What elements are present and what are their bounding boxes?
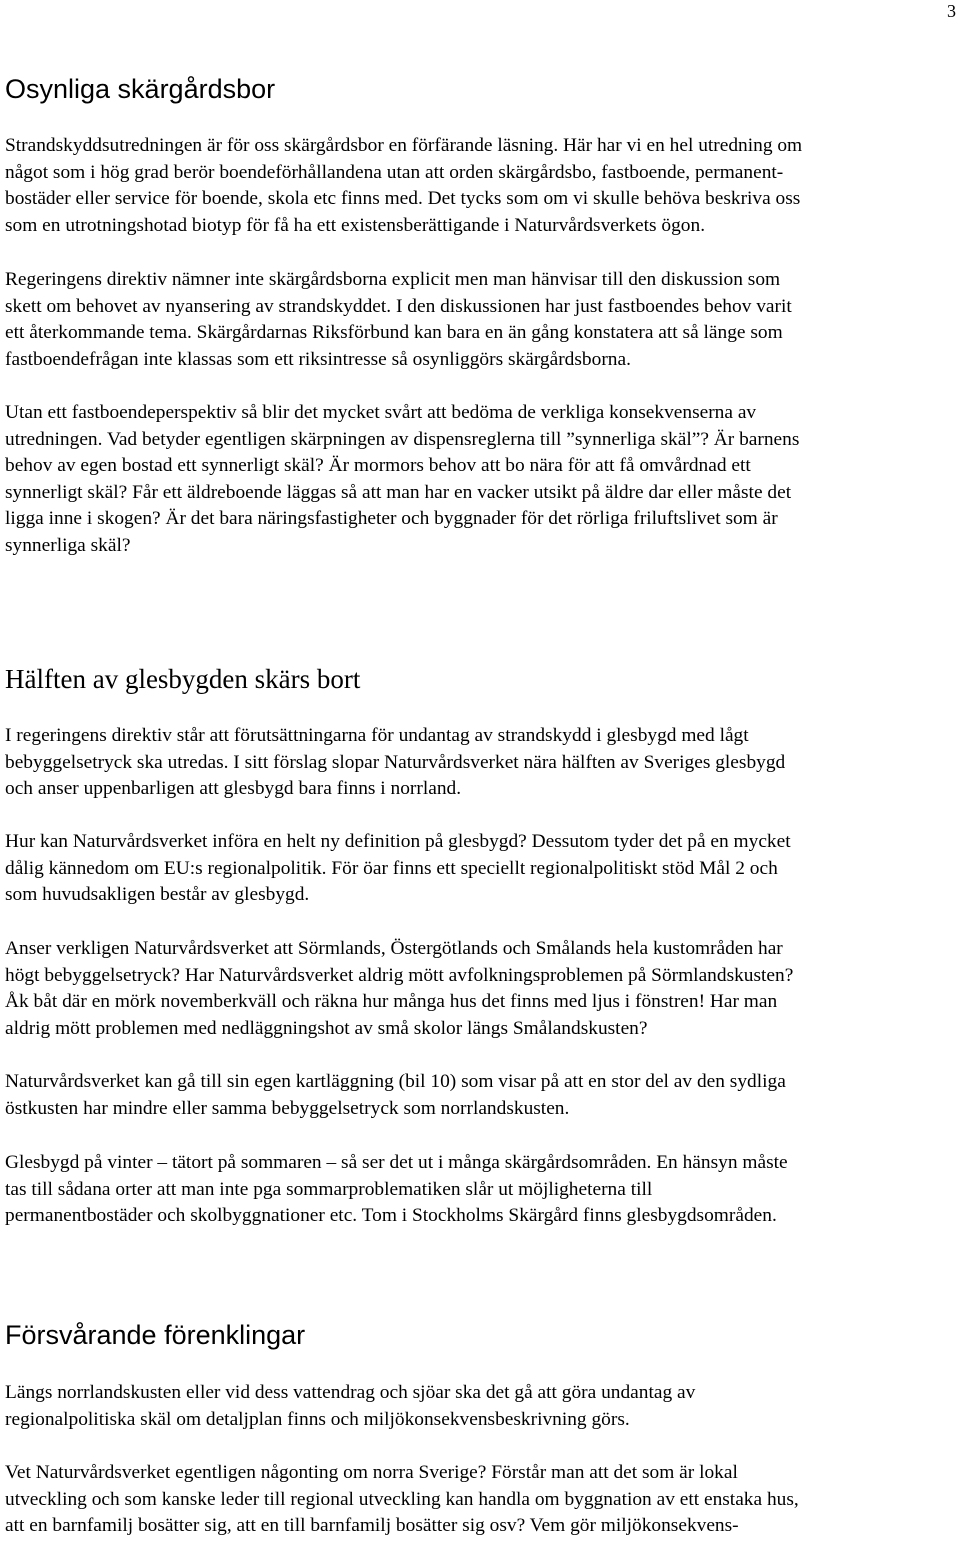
text-line: aldrig mött problemen med nedläggningshot av små skolor längs Smålandskusten? (5, 1017, 648, 1039)
text-line: tas till sådana orter att man inte pga sommarproblematiken slår ut möjligheterna till (5, 1178, 653, 1200)
text-line: att en barnfamilj bosätter sig, att en till barnfamilj bosätter sig osv? Vem gör miljökonsekvens- (5, 1515, 739, 1537)
text-line: skett om behovet av nyansering av strandskyddet. I den diskussionen har just fastboendes behov varit (5, 295, 792, 317)
text-line: dålig kännedom om EU:s regionalpolitik. För öar finns ett speciellt regionalpolitiskt stöd Mål 2 och (5, 857, 778, 879)
text-line: regionalpolitiska skäl om detaljplan finns och miljökonsekvensbeskrivning görs. (5, 1408, 630, 1430)
text-line: östkusten har mindre eller samma bebyggelsetryck som norrlandskusten. (5, 1097, 570, 1119)
section-heading-osynliga: Osynliga skärgårdsbor (5, 74, 276, 104)
text-line: bebyggelsetryck ska utredas. I sitt förslag slopar Naturvårdsverket nära hälften av Sveriges glesbygd (5, 751, 786, 773)
page-number: 3 (947, 1, 956, 21)
text-line: synnerliga skäl? (5, 534, 131, 556)
paragraph (5, 1150, 955, 1230)
text-line: Hur kan Naturvårdsverket införa en helt ny definition på glesbygd? Dessutom tyder det på en mycket (5, 831, 791, 852)
text-line: Vet Naturvårdsverket egentligen någonting om norra Sverige? Förstår man att det som är lokal (5, 1462, 738, 1483)
paragraph (5, 1460, 955, 1540)
text-line: högt bebyggelsetryck? Har Naturvårdsverket aldrig mött avfolkningsproblemen på Sörmlandskusten? (5, 964, 794, 986)
text-line: Glesbygd på vinter – tätort på sommaren – så ser det ut i många skärgårdsområden. En hänsyn måste (5, 1152, 788, 1173)
section-heading-forsvarande: Försvårande förenklingar (5, 1320, 306, 1350)
text-line: och anser uppenbarligen att glesbygd bara finns i norrland. (5, 778, 462, 800)
paragraph (5, 267, 955, 373)
paragraph (5, 1380, 955, 1433)
paragraph (5, 400, 955, 560)
text-line: fastboendefrågan inte klassas som ett riksintresse så osynliggörs skärgårdsborna. (5, 348, 631, 370)
text-line: Anser verkligen Naturvårdsverket att Sörmlands, Östergötlands och Smålands hela kustområden har (5, 938, 783, 959)
text-line: synnerligt skäl? Får ett äldreboende läggas så att man har en vacker utsikt på äldre dar eller måste det (5, 481, 792, 503)
paragraph (5, 936, 955, 1042)
section-heading-halften: Hälften av glesbygden skärs bort (5, 664, 361, 694)
text-line: bostäder eller service för boende, skola etc finns med. Det tycks som om vi skulle behöva beskriva oss (5, 188, 801, 210)
text-line: något som i hög grad berör boendeförhållandena utan att orden skärgårdsbo, fastboende, permanent- (5, 161, 784, 183)
paragraph (5, 133, 955, 239)
text-line: Regeringens direktiv nämner inte skärgårdsborna explicit men man hänvisar till den diskussion som (5, 269, 781, 290)
text-line: Längs norrlandskusten eller vid dess vattendrag och sjöar ska det gå att göra undantag av (5, 1382, 696, 1403)
paragraph (5, 1069, 955, 1122)
text-line: Åk båt där en mörk novemberkväll och räkna hur många hus det finns med ljus i fönstren! Har man (5, 991, 778, 1013)
text-line: behov av egen bostad ett synnerligt skäl? Är mormors behov att bo nära för att få omvårdnad ett (5, 455, 751, 477)
text-line: ett återkommande tema. Skärgårdarnas Riksförbund kan bara en än gång konstatera att så länge som (5, 322, 783, 344)
text-line: I regeringens direktiv står att förutsättningarna för undantag av strandskydd i glesbygd med lågt (5, 725, 749, 746)
text-line: utveckling och som kanske leder till regional utveckling kan handla om byggnation av ett enstaka hus, (5, 1488, 799, 1510)
text-line: utredningen. Vad betyder egentligen skärpningen av dispensreglerna till ”synnerliga skäl”? Är barnens (5, 428, 800, 450)
text-line: permanentbostäder och skolbyggnationer etc. Tom i Stockholms Skärgård finns glesbygdsområden. (5, 1205, 777, 1227)
text-line: Strandskyddsutredningen är för oss skärgårdsbor en förfärande läsning. Här har vi en hel utredning om (5, 135, 803, 156)
text-line: som en utrotningshotad biotyp för få ha ett existensberättigande i Naturvårdsverkets ögon. (5, 214, 706, 236)
paragraph (5, 723, 955, 803)
paragraph (5, 829, 955, 909)
text-line: Naturvårdsverket kan gå till sin egen kartläggning (bil 10) som visar på att en stor del av den sydliga (5, 1071, 786, 1092)
text-line: Utan ett fastboendeperspektiv så blir det mycket svårt att bedöma de verkliga konsekvenserna av (5, 402, 757, 423)
text-line: ligga inne i skogen? Är det bara näringsfastigheter och byggnader för det rörliga friluftslivet som är (5, 508, 778, 530)
text-line: som huvudsakligen består av glesbygd. (5, 884, 310, 906)
